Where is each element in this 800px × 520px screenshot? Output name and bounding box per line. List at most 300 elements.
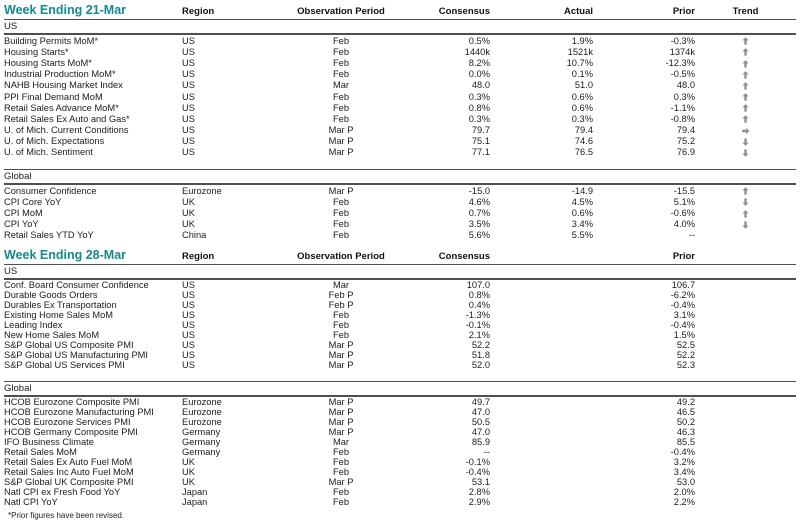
metric-name: S&P Global US Services PMI	[4, 360, 125, 370]
cell-consensus: 53.1	[471, 477, 490, 487]
trend-cell	[695, 113, 796, 124]
table-row	[4, 350, 796, 360]
column-header-prior: Prior	[672, 251, 695, 262]
cell-consensus: 0.8%	[468, 290, 490, 300]
metric-name: Building Permits MoM*	[4, 35, 99, 46]
cell-consensus: 0.0%	[468, 69, 490, 80]
cell-region: US	[182, 102, 195, 113]
cell-actual: 0.6%	[571, 91, 593, 102]
trend-cell	[695, 477, 796, 487]
cell-prior: 75.2	[676, 136, 695, 147]
cell-region: Eurozone	[182, 407, 222, 417]
cell-region: US	[182, 136, 195, 147]
table-row	[4, 477, 796, 487]
cell-prior: 3.1%	[673, 310, 695, 320]
cell-prior: 2.2%	[673, 497, 695, 507]
cell-consensus: 47.0	[471, 427, 490, 437]
cell-actual: 10.7%	[566, 57, 593, 68]
cell-prior: 52.2	[676, 350, 695, 360]
cell-prior: -0.4%	[670, 447, 695, 457]
cell-region: US	[182, 280, 195, 290]
cell-consensus: 0.8%	[468, 102, 490, 113]
cell-prior: 52.5	[676, 340, 695, 350]
cell-consensus: 85.9	[471, 437, 490, 447]
cell-prior: -0.3%	[670, 35, 695, 46]
cell-actual: 76.5	[574, 147, 593, 158]
cell-actual: 0.3%	[571, 113, 593, 124]
trend-cell	[695, 219, 796, 230]
metric-name: Consumer Confidence	[4, 185, 97, 196]
section-label: US	[4, 265, 796, 280]
table-row	[4, 113, 796, 124]
cell-period: Feb	[332, 208, 350, 219]
cell-prior: 5.1%	[673, 196, 695, 207]
cell-actual	[490, 497, 593, 507]
cell-period: Feb	[332, 57, 350, 68]
week-title: Week Ending 21-Mar	[4, 3, 127, 17]
cell-consensus: 1440k	[464, 46, 490, 57]
cell-consensus: 79.7	[471, 125, 490, 136]
cell-prior: 46.3	[676, 427, 695, 437]
trend-cell	[695, 487, 796, 497]
trend-cell	[695, 34, 796, 46]
cell-actual: 79.4	[574, 125, 593, 136]
cell-prior: -1.1%	[670, 102, 695, 113]
trend-down-icon	[742, 198, 749, 206]
cell-region: Eurozone	[182, 397, 222, 407]
cell-region: UK	[182, 477, 195, 487]
cell-actual	[490, 340, 593, 350]
table-row	[4, 360, 796, 370]
trend-up-icon	[742, 60, 749, 68]
metric-name: Retail Sales MoM	[4, 447, 77, 457]
cell-actual	[490, 290, 593, 300]
table-row	[4, 467, 796, 477]
cell-period: Mar	[332, 80, 349, 91]
metric-name: Housing Starts*	[4, 46, 69, 57]
trend-up-icon	[742, 115, 749, 123]
cell-period: Mar P	[328, 147, 354, 158]
trend-cell	[695, 57, 796, 68]
metric-name: U. of Mich. Expectations	[4, 136, 105, 147]
cell-consensus: 77.1	[471, 147, 490, 158]
cell-period: Feb	[332, 330, 350, 340]
cell-actual	[490, 407, 593, 417]
cell-period: Mar	[332, 280, 349, 290]
cell-prior: 1.5%	[673, 330, 695, 340]
cell-region: UK	[182, 457, 195, 467]
cell-consensus: 0.3%	[468, 91, 490, 102]
cell-region: Japan	[182, 487, 208, 497]
cell-region: US	[182, 290, 195, 300]
table-row	[4, 136, 796, 147]
cell-consensus: 0.5%	[468, 35, 490, 46]
trend-right-icon	[742, 127, 750, 134]
cell-actual: 0.6%	[571, 208, 593, 219]
column-header-region: Region	[182, 6, 215, 17]
cell-prior: -0.4%	[670, 300, 695, 310]
column-header-period: Observation Period	[297, 251, 385, 262]
cell-period: Feb	[332, 102, 350, 113]
metric-name: Retail Sales Inc Auto Fuel MoM	[4, 467, 134, 477]
cell-actual	[490, 437, 593, 447]
trend-cell	[695, 350, 796, 360]
column-header-actual: Actual	[563, 6, 593, 17]
trend-cell	[695, 340, 796, 350]
metric-name: U. of Mich. Sentiment	[4, 147, 93, 158]
cell-consensus: 51.8	[471, 350, 490, 360]
trend-cell	[695, 437, 796, 447]
table-row	[4, 57, 796, 68]
metric-name: U. of Mich. Current Conditions	[4, 125, 129, 136]
cell-consensus: 0.4%	[468, 300, 490, 310]
trend-up-icon	[742, 93, 749, 101]
cell-actual	[490, 350, 593, 360]
table-row	[4, 34, 796, 46]
metric-name: Conf. Board Consumer Confidence	[4, 280, 149, 290]
trend-up-icon	[742, 37, 749, 45]
cell-actual	[490, 320, 593, 330]
cell-actual	[490, 300, 593, 310]
cell-period: Feb	[332, 320, 350, 330]
table-row	[4, 417, 796, 427]
table-row	[4, 330, 796, 340]
cell-region: US	[182, 360, 195, 370]
trend-cell	[695, 417, 796, 427]
table-row	[4, 427, 796, 437]
cell-actual: 1521k	[567, 46, 593, 57]
trend-cell	[695, 102, 796, 113]
cell-region: US	[182, 113, 195, 124]
cell-prior: 46.5	[676, 407, 695, 417]
metric-name: PPI Final Demand MoM	[4, 91, 103, 102]
cell-prior: -0.5%	[670, 69, 695, 80]
cell-consensus: --	[483, 447, 490, 457]
cell-consensus: 5.6%	[468, 230, 490, 241]
column-header-region: Region	[182, 251, 215, 262]
cell-prior: -12.3%	[665, 57, 695, 68]
section-row-us	[4, 20, 796, 35]
cell-prior: 3.2%	[673, 457, 695, 467]
cell-consensus: 2.8%	[468, 487, 490, 497]
trend-cell	[695, 320, 796, 330]
cell-period: Feb	[332, 457, 350, 467]
table-row	[4, 207, 796, 218]
trend-cell	[695, 360, 796, 370]
cell-actual: 51.0	[574, 80, 593, 91]
cell-actual: 0.1%	[571, 69, 593, 80]
cell-region: US	[182, 330, 195, 340]
metric-name: IFO Business Climate	[4, 437, 94, 447]
cell-region: US	[182, 300, 195, 310]
cell-actual: 3.4%	[571, 219, 593, 230]
cell-period: Feb	[332, 487, 350, 497]
table-row	[4, 320, 796, 330]
trend-cell	[695, 300, 796, 310]
cell-region: US	[182, 310, 195, 320]
cell-period: Mar P	[328, 427, 354, 437]
metric-name: Durables Ex Transportation	[4, 300, 117, 310]
cell-period: Mar P	[328, 350, 354, 360]
metric-name: CPI YoY	[4, 219, 39, 230]
cell-prior: 53.0	[676, 477, 695, 487]
cell-consensus: 48.0	[471, 80, 490, 91]
cell-consensus: 47.0	[471, 407, 490, 417]
metric-name: NAHB Housing Market Index	[4, 80, 123, 91]
footnote: *Prior figures have been revised.	[8, 511, 125, 520]
cell-actual: -14.9	[571, 185, 593, 196]
cell-consensus: 50.5	[471, 417, 490, 427]
cell-consensus: -15.0	[468, 185, 490, 196]
header-row	[4, 2, 796, 20]
section-spacer	[4, 158, 796, 170]
cell-prior: -6.2%	[670, 290, 695, 300]
column-header-trend: Trend	[732, 6, 759, 17]
table-row	[4, 447, 796, 457]
trend-up-icon	[742, 48, 749, 56]
column-header-period: Observation Period	[297, 6, 385, 17]
cell-region: UK	[182, 196, 195, 207]
section-row-global	[4, 382, 796, 397]
section-label: US	[4, 20, 796, 35]
cell-prior: 106.7	[671, 280, 695, 290]
section-row-global	[4, 170, 796, 185]
cell-region: US	[182, 340, 195, 350]
table-row	[4, 279, 796, 290]
trend-cell	[695, 184, 796, 196]
cell-consensus: -0.1%	[465, 320, 490, 330]
column-header-actual-empty	[490, 247, 593, 265]
table-row	[4, 396, 796, 407]
cell-consensus: -1.3%	[465, 310, 490, 320]
cell-consensus: -0.4%	[465, 467, 490, 477]
cell-consensus: 52.2	[471, 340, 490, 350]
table-row	[4, 80, 796, 91]
trend-cell	[695, 46, 796, 57]
cell-prior: 4.0%	[673, 219, 695, 230]
cell-period: Feb	[332, 447, 350, 457]
cell-actual	[490, 477, 593, 487]
cell-period: Mar P	[328, 397, 354, 407]
table-row	[4, 290, 796, 300]
cell-period: Feb	[332, 219, 350, 230]
cell-period: Mar P	[328, 340, 354, 350]
cell-prior: 2.0%	[673, 487, 695, 497]
cell-prior: -0.4%	[670, 320, 695, 330]
trend-down-icon	[742, 221, 749, 229]
metric-name: S&P Global UK Composite PMI	[4, 477, 134, 487]
table-row	[4, 219, 796, 230]
trend-cell	[695, 279, 796, 290]
week-ending-28-mar-table	[4, 247, 796, 507]
cell-consensus: 107.0	[466, 280, 490, 290]
trend-up-icon	[742, 71, 749, 79]
cell-region: US	[182, 91, 195, 102]
cell-consensus: 2.1%	[468, 330, 490, 340]
cell-period: Mar P	[328, 125, 354, 136]
metric-name: Retail Sales YTD YoY	[4, 230, 94, 241]
metric-name: HCOB Germany Composite PMI	[4, 427, 138, 437]
table-row	[4, 46, 796, 57]
trend-cell	[695, 396, 796, 407]
table-row	[4, 102, 796, 113]
cell-actual	[490, 360, 593, 370]
metric-name: Retail Sales Ex Auto Fuel MoM	[4, 457, 133, 467]
trend-cell	[695, 80, 796, 91]
cell-prior: -0.8%	[670, 113, 695, 124]
cell-region: US	[182, 80, 195, 91]
trend-up-icon	[742, 104, 749, 112]
table-row	[4, 147, 796, 158]
cell-actual: 4.5%	[571, 196, 593, 207]
cell-actual: 0.6%	[571, 102, 593, 113]
cell-period: Feb P	[328, 300, 354, 310]
cell-period: Feb	[332, 91, 350, 102]
section-label: Global	[4, 170, 796, 185]
header-row	[4, 247, 796, 265]
metric-name: Housing Starts MoM*	[4, 57, 92, 68]
cell-consensus: 52.0	[471, 360, 490, 370]
table-row	[4, 196, 796, 207]
cell-period: Feb P	[328, 290, 354, 300]
cell-consensus: 8.2%	[468, 57, 490, 68]
trend-cell	[695, 69, 796, 80]
cell-prior: 85.5	[676, 437, 695, 447]
table-row	[4, 125, 796, 136]
metric-name: Durable Goods Orders	[4, 290, 98, 300]
table-row	[4, 69, 796, 80]
cell-period: Mar P	[328, 417, 354, 427]
cell-period: Mar P	[328, 360, 354, 370]
metric-name: S&P Global US Manufacturing PMI	[4, 350, 148, 360]
cell-region: UK	[182, 219, 195, 230]
table-row	[4, 457, 796, 467]
cell-region: UK	[182, 208, 195, 219]
metric-name: Industrial Production MoM*	[4, 69, 116, 80]
trend-cell	[695, 196, 796, 207]
cell-region: Germany	[182, 447, 221, 457]
cell-period: Feb	[332, 113, 350, 124]
section-row-us	[4, 265, 796, 280]
column-header-trend-empty	[695, 247, 796, 265]
cell-actual: 1.9%	[571, 35, 593, 46]
cell-actual	[490, 487, 593, 497]
cell-actual	[490, 457, 593, 467]
cell-prior: 50.2	[676, 417, 695, 427]
metric-name: HCOB Eurozone Services PMI	[4, 417, 131, 427]
trend-cell	[695, 447, 796, 457]
cell-period: Feb	[332, 230, 350, 241]
week-title: Week Ending 28-Mar	[4, 248, 127, 262]
cell-region: US	[182, 46, 195, 57]
section-label: Global	[4, 382, 796, 397]
metric-name: Existing Home Sales MoM	[4, 310, 114, 320]
table-row	[4, 487, 796, 497]
cell-consensus: 2.9%	[468, 497, 490, 507]
trend-cell	[695, 230, 796, 241]
metric-name: S&P Global US Composite PMI	[4, 340, 134, 350]
table-row	[4, 310, 796, 320]
cell-prior: --	[688, 230, 695, 241]
metric-name: Retail Sales Advance MoM*	[4, 102, 119, 113]
section-spacer	[4, 370, 796, 382]
cell-consensus: 49.7	[471, 397, 490, 407]
cell-period: Mar P	[328, 477, 354, 487]
trend-down-icon	[742, 149, 749, 157]
cell-consensus: 0.3%	[468, 113, 490, 124]
table-row	[4, 340, 796, 350]
cell-consensus: -0.1%	[465, 457, 490, 467]
cell-prior: 79.4	[676, 125, 695, 136]
trend-cell	[695, 91, 796, 102]
table-row	[4, 407, 796, 417]
cell-period: Mar P	[328, 185, 354, 196]
cell-consensus: 4.6%	[468, 196, 490, 207]
cell-prior: -0.6%	[670, 208, 695, 219]
cell-prior: 3.4%	[673, 467, 695, 477]
cell-actual	[490, 310, 593, 320]
cell-period: Mar P	[328, 407, 354, 417]
table-row	[4, 437, 796, 447]
cell-prior: 49.2	[676, 397, 695, 407]
cell-region: UK	[182, 467, 195, 477]
cell-region: US	[182, 35, 195, 46]
trend-up-icon	[742, 82, 749, 90]
cell-actual	[490, 467, 593, 477]
cell-period: Mar P	[328, 136, 354, 147]
cell-region: US	[182, 320, 195, 330]
metric-name: Natl CPI YoY	[4, 497, 58, 507]
trend-cell	[695, 407, 796, 417]
cell-period: Feb	[332, 467, 350, 477]
cell-region: US	[182, 147, 195, 158]
cell-region: US	[182, 69, 195, 80]
cell-consensus: 75.1	[471, 136, 490, 147]
cell-period: Feb	[332, 35, 350, 46]
cell-actual: 5.5%	[571, 230, 593, 241]
trend-cell	[695, 290, 796, 300]
week-ending-21-mar-table	[4, 2, 796, 241]
table-row	[4, 300, 796, 310]
metric-name: CPI MoM	[4, 208, 43, 219]
cell-actual	[490, 447, 593, 457]
trend-up-icon	[742, 210, 749, 218]
cell-prior: 0.3%	[673, 91, 695, 102]
trend-cell	[695, 427, 796, 437]
metric-name: Leading Index	[4, 320, 63, 330]
cell-period: Feb	[332, 310, 350, 320]
cell-prior: 48.0	[676, 80, 695, 91]
cell-region: China	[182, 230, 207, 241]
table-row	[4, 184, 796, 196]
table-row	[4, 230, 796, 241]
metric-name: Retail Sales Ex Auto and Gas*	[4, 113, 130, 124]
metric-name: HCOB Eurozone Manufacturing PMI	[4, 407, 154, 417]
cell-actual	[490, 279, 593, 290]
cell-period: Feb	[332, 69, 350, 80]
cell-period: Feb	[332, 196, 350, 207]
trend-cell	[695, 330, 796, 340]
metric-name: Natl CPI ex Fresh Food YoY	[4, 487, 121, 497]
table-row	[4, 497, 796, 507]
cell-region: Eurozone	[182, 417, 222, 427]
cell-actual	[490, 417, 593, 427]
trend-cell	[695, 467, 796, 477]
trend-cell	[695, 310, 796, 320]
cell-actual	[490, 330, 593, 340]
cell-consensus: 3.5%	[468, 219, 490, 230]
metric-name: HCOB Eurozone Composite PMI	[4, 397, 140, 407]
